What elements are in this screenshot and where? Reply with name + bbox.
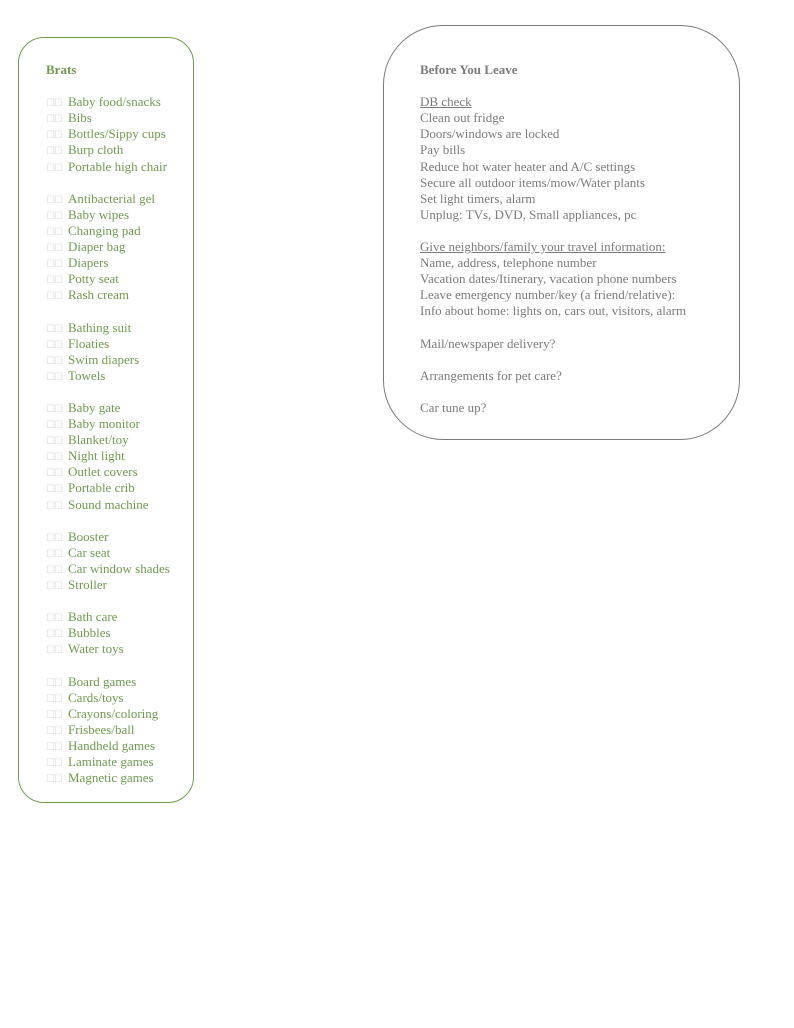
checklist-item[interactable] [46,142,170,158]
checkbox-icon[interactable]: ☐☐ [46,532,62,544]
checklist-item[interactable] [46,545,170,561]
checkbox-icon[interactable]: ☐☐ [46,436,62,448]
checklist-item-label: Antibacterial gel [68,190,155,206]
checklist-item-label: Bath care [68,609,118,625]
checklist-item-label: Bibs [68,110,92,126]
db-check-item: Doors/windows are locked [420,126,560,142]
neighbors-items [420,255,720,319]
checkbox-icon[interactable]: ☐☐ [46,98,62,110]
checklist-item-label: Floaties [68,335,110,351]
checkbox-icon[interactable]: ☐☐ [46,709,62,721]
checklist-item-label: Swim diapers [68,351,140,367]
checklist-item[interactable] [46,110,170,126]
before-you-leave-title: Before You Leave [420,62,518,77]
checklist-item[interactable] [46,480,170,496]
checklist-item-label: Baby gate [68,399,121,415]
checklist-item[interactable] [46,336,170,352]
checkbox-icon[interactable]: ☐☐ [46,452,62,464]
checklist-item-label: Water toys [68,641,124,657]
checklist-item[interactable] [46,770,170,786]
checkbox-icon[interactable]: ☐☐ [46,420,62,432]
checklist-item[interactable] [46,207,170,223]
checklist-item-label: Night light [68,448,125,464]
brats-group [46,674,170,787]
checklist-item-label: Portable crib [68,480,135,496]
checklist-item-label: Diapers [68,255,109,271]
car-tune-up: Car tune up? [420,399,487,415]
checkbox-icon[interactable]: ☐☐ [46,468,62,480]
checklist-item[interactable] [46,561,170,577]
checklist-item[interactable] [46,159,170,175]
checklist-item[interactable] [46,690,170,706]
neighbors-item: Leave emergency number/key (a friend/relative): [420,287,676,303]
checkbox-icon[interactable]: ☐☐ [46,323,62,335]
checkbox-icon[interactable]: ☐☐ [46,645,62,657]
db-check-item: Unplug: TVs, DVD, Small appliances, pc [420,206,637,222]
checkbox-icon[interactable]: ☐☐ [46,291,62,303]
checklist-item[interactable] [46,738,170,754]
checklist-item-label: Stroller [68,577,107,592]
neighbors-item: Name, address, telephone number [420,255,597,271]
db-check-item: Secure all outdoor items/mow/Water plants [420,174,645,190]
checkbox-icon[interactable]: ☐☐ [46,355,62,367]
checklist-item-label: Diaper bag [68,239,126,255]
checklist-item-label: Crayons/coloring [68,705,159,721]
checkbox-icon[interactable]: ☐☐ [46,275,62,287]
checklist-item-label: Handheld games [68,737,156,753]
brats-group [46,529,170,593]
before-you-leave-list [420,62,720,416]
checklist-item[interactable] [46,706,170,722]
checkbox-icon[interactable]: ☐☐ [46,146,62,158]
checklist-item[interactable] [46,625,170,641]
checklist-item[interactable] [46,432,170,448]
checkbox-icon[interactable]: ☐☐ [46,564,62,576]
brats-title: Brats [46,62,77,77]
brats-list [46,62,170,786]
checklist-item[interactable] [46,239,170,255]
checkbox-icon[interactable]: ☐☐ [46,114,62,126]
checkbox-icon[interactable]: ☐☐ [46,226,62,238]
checklist-item[interactable] [46,577,170,593]
checklist-item[interactable] [46,400,170,416]
checkbox-icon[interactable]: ☐☐ [46,677,62,689]
checkbox-icon[interactable]: ☐☐ [46,581,62,592]
checklist-item[interactable] [46,641,170,657]
brats-group [46,609,170,657]
checklist-item-label: Blanket/toy [68,432,129,448]
checkbox-icon[interactable]: ☐☐ [46,774,62,786]
checkbox-icon[interactable]: ☐☐ [46,371,62,383]
neighbors-item: Info about home: lights on, cars out, visitors, alarm [420,303,687,319]
checklist-item-label: Car window shades [68,560,170,576]
checkbox-icon[interactable]: ☐☐ [46,758,62,770]
checklist-item-label: Laminate games [68,754,154,770]
checklist-item-label: Magnetic games [68,770,154,786]
checklist-item-label: Changing pad [68,222,141,238]
checkbox-icon[interactable]: ☐☐ [46,243,62,255]
checklist-item[interactable] [46,191,170,207]
checklist-item-label: Outlet covers [68,464,138,480]
checklist-item[interactable] [46,352,170,368]
checklist-item-label: Towels [68,367,106,383]
checklist-item-label: Bathing suit [68,319,132,335]
checkbox-icon[interactable]: ☐☐ [46,693,62,705]
checklist-item[interactable] [46,271,170,287]
checklist-item-label: Frisbees/ball [68,721,135,737]
brats-group [46,191,170,304]
neighbors-item: Vacation dates/Itinerary, vacation phone numbers [420,271,677,287]
checklist-item[interactable] [46,464,170,480]
checkbox-icon[interactable]: ☐☐ [46,210,62,222]
brats-groups [46,94,170,786]
checklist-item[interactable] [46,529,170,545]
brats-group [46,94,170,174]
mail-delivery: Mail/newspaper delivery? [420,335,556,351]
checklist-item-label: Burp cloth [68,142,124,158]
db-check-item: Set light timers, alarm [420,190,536,206]
checklist-item-label: Baby food/snacks [68,94,161,110]
checklist-item[interactable] [46,94,170,110]
checklist-item-label: Car seat [68,544,111,560]
db-check-heading: DB check [420,94,472,110]
checkbox-icon[interactable]: ☐☐ [46,629,62,641]
checkbox-icon[interactable]: ☐☐ [46,194,62,206]
neighbors-heading: Give neighbors/family your travel information: [420,239,666,255]
checklist-item-label: Bubbles [68,625,111,641]
brats-group [46,320,170,384]
checklist-item[interactable] [46,674,170,690]
checklist-item-label: Portable high chair [68,158,167,174]
db-check-item: Clean out fridge [420,110,505,126]
checkbox-icon[interactable]: ☐☐ [46,339,62,351]
checklist-item-label: Baby monitor [68,416,140,432]
checklist-item-label: Board games [68,673,137,689]
checklist-item-label: Baby wipes [68,206,130,222]
db-check-item: Pay bills [420,142,466,158]
checkbox-icon[interactable]: ☐☐ [46,725,62,737]
checklist-item[interactable] [46,368,170,384]
checklist-item[interactable] [46,754,170,770]
checklist-item-label: Rash cream [68,287,130,303]
checkbox-icon[interactable]: ☐☐ [46,548,62,560]
checklist-item[interactable] [46,722,170,738]
db-check-item: Reduce hot water heater and A/C settings [420,158,636,174]
checklist-item[interactable] [46,223,170,239]
pet-care: Arrangements for pet care? [420,367,562,383]
checklist-item-label: Potty seat [68,271,119,287]
checkbox-icon[interactable]: ☐☐ [46,500,62,512]
checklist-item[interactable] [46,255,170,271]
checklist-item[interactable] [46,126,170,142]
checkbox-icon[interactable]: ☐☐ [46,130,62,142]
checklist-item-label: Bottles/Sippy cups [68,126,166,142]
checklist-item[interactable] [46,609,170,625]
checklist-item[interactable] [46,416,170,432]
checklist-item[interactable] [46,448,170,464]
checkbox-icon[interactable]: ☐☐ [46,484,62,496]
checkbox-icon[interactable]: ☐☐ [46,613,62,625]
checklist-item[interactable] [46,287,170,303]
checklist-item-label: Sound machine [68,496,149,512]
brats-group [46,400,170,513]
checkbox-icon[interactable]: ☐☐ [46,162,62,174]
checklist-item[interactable] [46,497,170,513]
checklist-item-label: Booster [68,528,109,544]
db-check-items [420,110,720,223]
checklist-item-label: Cards/toys [68,689,124,705]
checkbox-icon[interactable]: ☐☐ [46,741,62,753]
checklist-item[interactable] [46,320,170,336]
checkbox-icon[interactable]: ☐☐ [46,403,62,415]
checkbox-icon[interactable]: ☐☐ [46,259,62,271]
